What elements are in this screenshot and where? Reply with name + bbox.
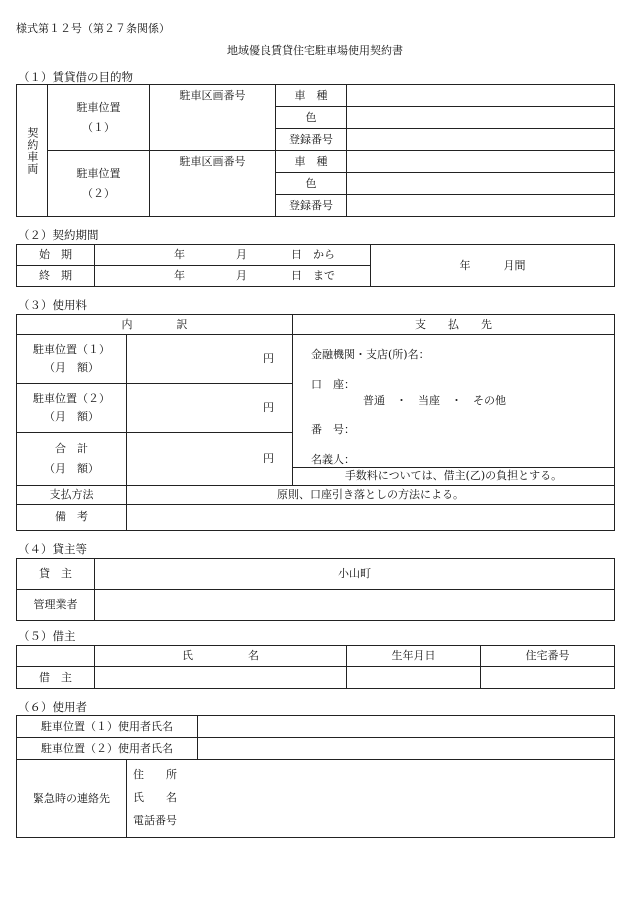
- page-title: 地域優良賃貸住宅駐車場使用契約書: [227, 44, 403, 57]
- manager-label: 管理業者: [17, 590, 95, 621]
- fee-position-2-line2: （月 額）: [44, 410, 99, 423]
- fee-position-1-line2: （月 額）: [44, 361, 99, 374]
- borrower-birth-field[interactable]: [347, 667, 481, 689]
- fee-total-amount[interactable]: 円: [127, 433, 293, 486]
- fee-position-2-line1: 駐車位置（２）: [33, 392, 110, 406]
- lender-table: [16, 558, 615, 621]
- holder-label: 名義人：: [311, 453, 355, 466]
- number-label: 番 号：: [311, 423, 355, 437]
- borrower-label: 借 主: [17, 667, 95, 689]
- birth-header: 生年月日: [347, 646, 481, 667]
- emergency-name-label: 氏 名: [133, 790, 177, 804]
- position-2-number: （２）: [82, 186, 115, 200]
- car-type-1-label: 車 種: [276, 85, 347, 107]
- user-1-field[interactable]: [198, 716, 615, 738]
- reg-no-1-field[interactable]: [347, 129, 615, 151]
- emergency-address-label: 住 所: [133, 768, 177, 781]
- house-number-header: 住宅番号: [481, 646, 615, 667]
- end-label: 終 期: [17, 266, 95, 287]
- fee-total-line2: （月 額）: [44, 461, 99, 475]
- section-4-heading: （４）貸主等: [18, 542, 87, 556]
- fee-position-2-label: [17, 384, 127, 433]
- payee-header: 支 払 先: [293, 315, 615, 335]
- end-date-field[interactable]: [95, 266, 371, 287]
- emergency-label: 緊急時の連絡先: [17, 760, 127, 838]
- user-2-label: 駐車位置（２）使用者氏名: [17, 738, 198, 760]
- fee-total-line1: 合 計: [55, 442, 88, 456]
- payment-method-label: 支払方法: [17, 485, 127, 504]
- fee-position-1-amount[interactable]: 円: [127, 335, 293, 384]
- user-2-field[interactable]: [198, 738, 615, 760]
- end-year: 年: [174, 269, 185, 283]
- car-type-2-field[interactable]: [347, 151, 615, 173]
- account-label: 口 座：: [311, 377, 355, 391]
- start-month: 月: [236, 248, 247, 262]
- manager-field[interactable]: [95, 590, 615, 621]
- position-1-cell: [48, 85, 150, 151]
- color-1-label: 色: [276, 107, 347, 129]
- color-1-field[interactable]: [347, 107, 615, 129]
- reg-no-1-label: 登録番号: [276, 129, 347, 151]
- fee-position-1-line1: 駐車位置（１）: [33, 343, 110, 357]
- position-1-number: （１）: [82, 120, 115, 134]
- position-1-label: 駐車位置: [76, 100, 121, 114]
- emergency-phone-label: 電話番号: [133, 813, 177, 827]
- name-header: 氏 名: [95, 646, 347, 667]
- end-day-to: 日 まで: [291, 269, 335, 283]
- section-3-heading: （３）使用料: [18, 298, 87, 312]
- start-day-from: 日 から: [291, 248, 335, 262]
- lender-label: 貸 主: [17, 559, 95, 590]
- payee-details[interactable]: [293, 335, 615, 468]
- user-1-label: 駐車位置（１）使用者氏名: [17, 716, 198, 738]
- fee-table: [16, 314, 615, 531]
- fee-total-label: [17, 433, 127, 486]
- remarks-field[interactable]: [127, 504, 615, 530]
- reg-no-2-field[interactable]: [347, 195, 615, 217]
- area-number-1-label: 駐車区画番号: [150, 85, 276, 151]
- car-type-1-field[interactable]: [347, 85, 615, 107]
- start-year: 年: [174, 248, 185, 262]
- period-table: [16, 244, 615, 287]
- section-6-heading: （６）使用者: [18, 700, 87, 714]
- borrower-name-field[interactable]: [95, 667, 347, 689]
- section-1-heading: （１）賃貸借の目的物: [18, 70, 133, 84]
- payment-method-value: 原則、口座引き落としの方法による。: [127, 485, 615, 504]
- fee-position-2-amount[interactable]: 円: [127, 384, 293, 433]
- bank-label: 金融機関・支店(所)名：: [311, 348, 430, 361]
- car-type-2-label: 車 種: [276, 151, 347, 173]
- section-2-heading: （２）契約期間: [18, 228, 99, 242]
- color-2-field[interactable]: [347, 173, 615, 195]
- color-2-label: 色: [276, 173, 347, 195]
- start-date-field[interactable]: [95, 245, 371, 266]
- borrower-house-field[interactable]: [481, 667, 615, 689]
- breakdown-header: 内 訳: [17, 315, 293, 335]
- emergency-contact-field[interactable]: [127, 760, 615, 838]
- vehicle-label-cell: [17, 85, 48, 217]
- borrower-header-blank: [17, 646, 95, 667]
- position-2-cell: [48, 151, 150, 217]
- borrower-table: [16, 645, 615, 689]
- lender-value: 小山町: [95, 559, 615, 590]
- start-label: 始 期: [17, 245, 95, 266]
- form-number: 様式第１２号（第２７条関係）: [16, 22, 170, 35]
- vehicle-table: [16, 84, 615, 217]
- account-types: 普通 ・ 当座 ・ その他: [363, 393, 506, 407]
- fee-note: 手数料については、借主(乙)の負担とする。: [293, 467, 615, 485]
- user-table: [16, 715, 615, 838]
- end-month: 月: [236, 269, 247, 283]
- duration-field[interactable]: 年 月間: [371, 245, 615, 287]
- area-number-2-label: 駐車区画番号: [150, 151, 276, 217]
- reg-no-2-label: 登録番号: [276, 195, 347, 217]
- position-2-label: 駐車位置: [76, 166, 121, 180]
- section-5-heading: （５）借主: [18, 629, 76, 643]
- vehicle-label: 契約車両: [25, 126, 39, 175]
- fee-position-1-label: [17, 335, 127, 384]
- remarks-label: 備 考: [17, 504, 127, 530]
